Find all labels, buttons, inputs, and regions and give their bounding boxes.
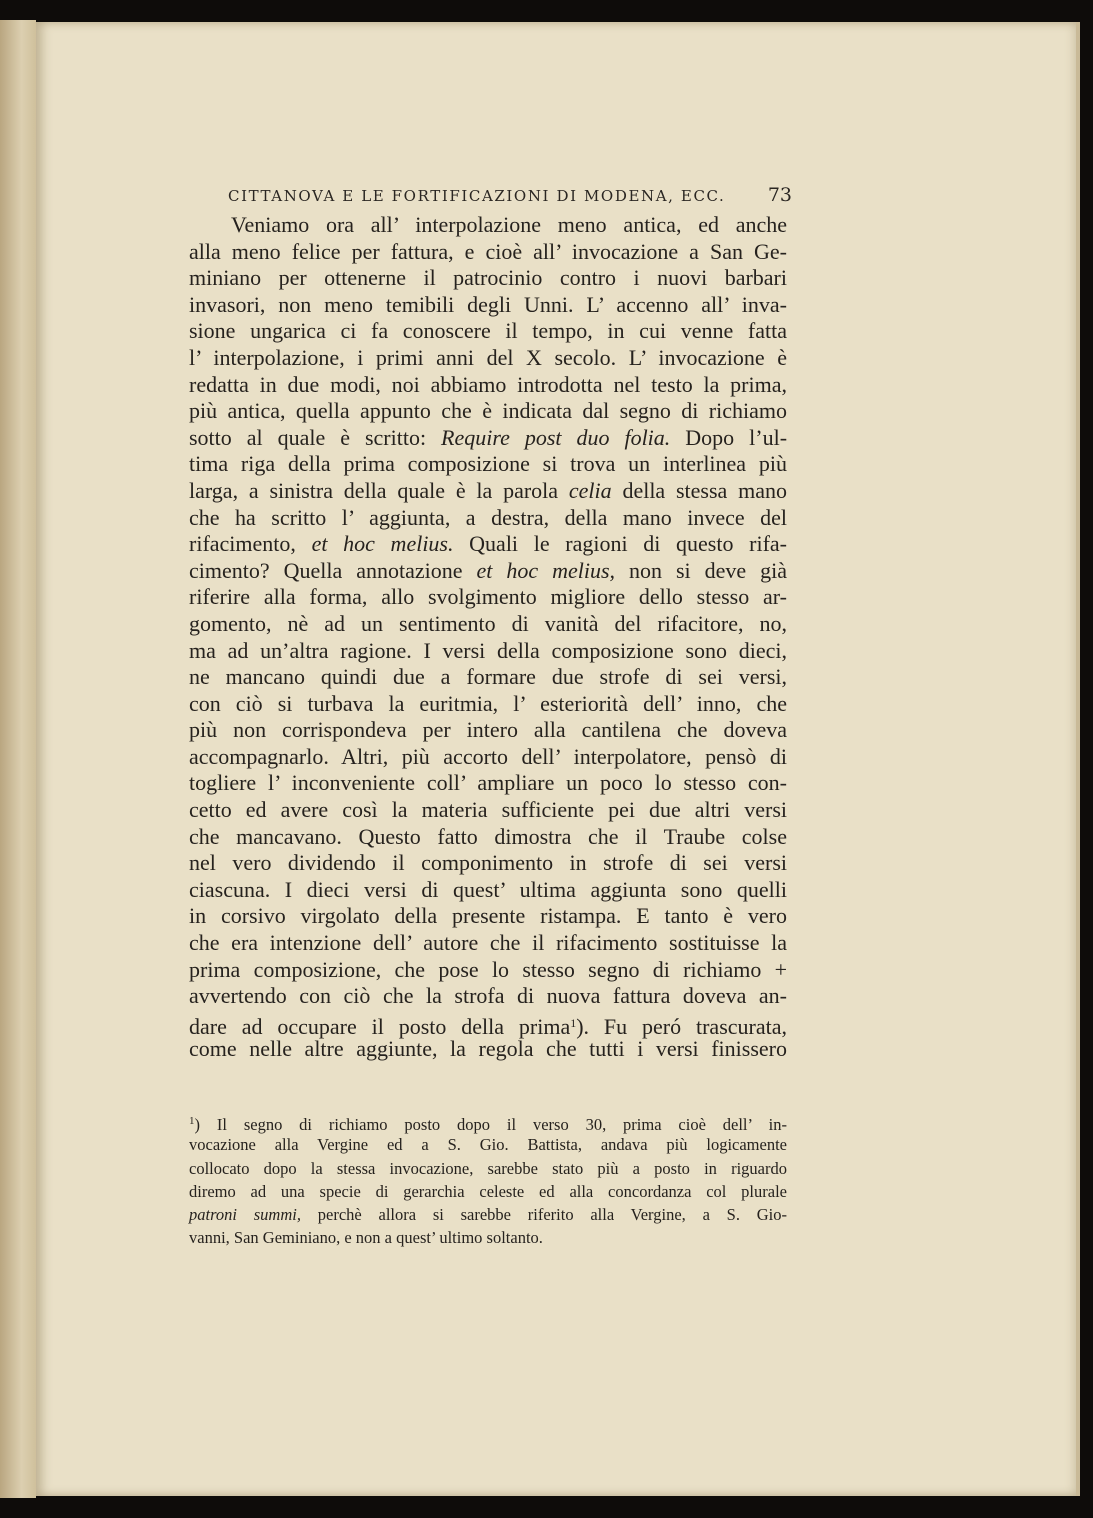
text-segment: rifacimento,	[189, 531, 296, 557]
text-line: sione ungarica ci fa conoscere il tempo, in cui venne fatta	[189, 318, 787, 344]
footnote-line	[189, 1110, 787, 1133]
text-line: invasori, non meno temibili degli Unni. L’ accenno all’ inva-	[189, 291, 787, 317]
body-text	[189, 212, 787, 1063]
footnote-line: vocazione alla Vergine ed a S. Gio. Battista, andava più logicamente	[189, 1135, 787, 1155]
text-line: ma ad un’altra ragione. I versi della composizione sono dieci,	[189, 637, 787, 663]
text-segment: non si deve già	[629, 557, 788, 583]
text-line: che era intenzione dell’ autore che il rifacimento sostituisse la	[189, 930, 787, 956]
footnote-reference: 1	[570, 1015, 577, 1030]
text-line	[189, 478, 787, 505]
text-line: con ciò si turbava la euritmia, l’ esteriorità dell’ inno, che	[189, 690, 787, 716]
text-line: gomento, nè ad un sentimento di vanità del rifacitore, no,	[189, 610, 787, 636]
text-segment: cimento? Quella annotazione	[189, 557, 463, 583]
text-segment: della stessa mano	[622, 477, 788, 503]
text-line: più non corrispondeva per intero alla cantilena che doveva	[189, 717, 787, 743]
footnote	[189, 1110, 787, 1250]
footnote-line: vanni, San Geminiano, e non a quest’ ultimo soltanto.	[189, 1228, 543, 1248]
text-segment: ) Il segno di richiamo posto dopo il verso 30, prima cioè dell’ in-	[194, 1115, 787, 1134]
text-segment: Dopo l’ul-	[685, 424, 788, 450]
page-number: 73	[767, 184, 792, 206]
text-line	[189, 531, 787, 558]
text-line: in corsivo virgolato della presente ristampa. E tanto è vero	[189, 903, 787, 929]
text-line: cetto ed avere così la materia sufficiente pei due altri versi	[189, 797, 787, 823]
text-line	[189, 558, 787, 585]
text-line: nel vero dividendo il componimento in strofe di sei versi	[189, 850, 787, 876]
footnote-line: collocato dopo la stessa invocazione, sarebbe stato più a posto in riguardo	[189, 1158, 787, 1178]
italic-citation: Require post duo folia.	[441, 424, 671, 450]
text-segment: larga, a sinistra della quale è la parola	[189, 477, 559, 503]
text-line: accompagnarlo. Altri, più accorto dell’ interpolatore, pensò di	[189, 743, 787, 769]
text-line: più antica, quella appunto che è indicata dal segno di richiamo	[189, 398, 787, 424]
text-line: Veniamo ora all’ interpolazione meno antica, ed anche	[231, 212, 787, 237]
running-title: CITTANOVA E LE FORTIFICAZIONI DI MODENA, ECC.	[228, 187, 726, 205]
text-segment: ). Fu peró trascurata,	[576, 1013, 787, 1039]
text-line: riferire alla forma, allo svolgimento migliore dello stesso ar-	[189, 584, 787, 610]
text-line: prima composizione, che pose lo stesso segno di richiamo +	[189, 956, 787, 982]
italic-citation: et hoc melius.	[311, 531, 454, 557]
text-line: ciascuna. I dieci versi di quest’ ultima aggiunta sono quelli	[189, 876, 787, 902]
text-line	[189, 425, 787, 452]
footnote-line	[189, 1203, 787, 1226]
text-line: ne mancano quindi due a formare due strofe di sei versi,	[189, 664, 787, 690]
text-line: togliere l’ inconveniente coll’ ampliare un poco lo stesso con-	[189, 770, 787, 796]
footnote-line: diremo ad una specie di gerarchia celeste ed alla concordanza col plurale	[189, 1181, 787, 1201]
text-line	[189, 1010, 787, 1037]
text-line: miniano per ottenerne il patrocinio contro i nuovi barbari	[189, 265, 787, 291]
text-line: che mancavano. Questo fatto dimostra che il Traube colse	[189, 823, 787, 849]
text-segment: dare ad occupare il posto della prima	[189, 1013, 571, 1039]
text-segment: sotto al quale è scritto:	[189, 424, 427, 450]
text-line: come nelle altre aggiunte, la regola che tutti i versi finissero	[189, 1036, 787, 1062]
italic-citation: et hoc melius,	[476, 557, 616, 583]
footnote-number: 1	[189, 1115, 195, 1127]
text-line: redatta in due modi, noi abbiamo introdotta nel testo la prima,	[189, 371, 787, 397]
running-header	[228, 184, 792, 206]
text-line: che ha scritto l’ aggiunta, a destra, della mano invece del	[189, 504, 787, 530]
text-line: tima riga della prima composizione si trova un interlinea più	[189, 451, 787, 477]
text-segment: Quali le ragioni di questo rifa-	[469, 531, 787, 557]
text-line: l’ interpolazione, i primi anni del X secolo. L’ invocazione è	[189, 344, 787, 370]
italic-citation: patroni summi,	[189, 1205, 301, 1225]
facing-page-edge	[0, 20, 36, 1498]
text-segment: perchè allora si sarebbe riferito alla Vergine, a S. Gio-	[317, 1205, 787, 1225]
italic-word: celia	[568, 477, 612, 503]
text-line: avvertendo con ciò che la strofa di nuova fattura doveva an-	[189, 983, 787, 1009]
text-line: alla meno felice per fattura, e cioè all’ invocazione a San Ge-	[189, 238, 787, 264]
